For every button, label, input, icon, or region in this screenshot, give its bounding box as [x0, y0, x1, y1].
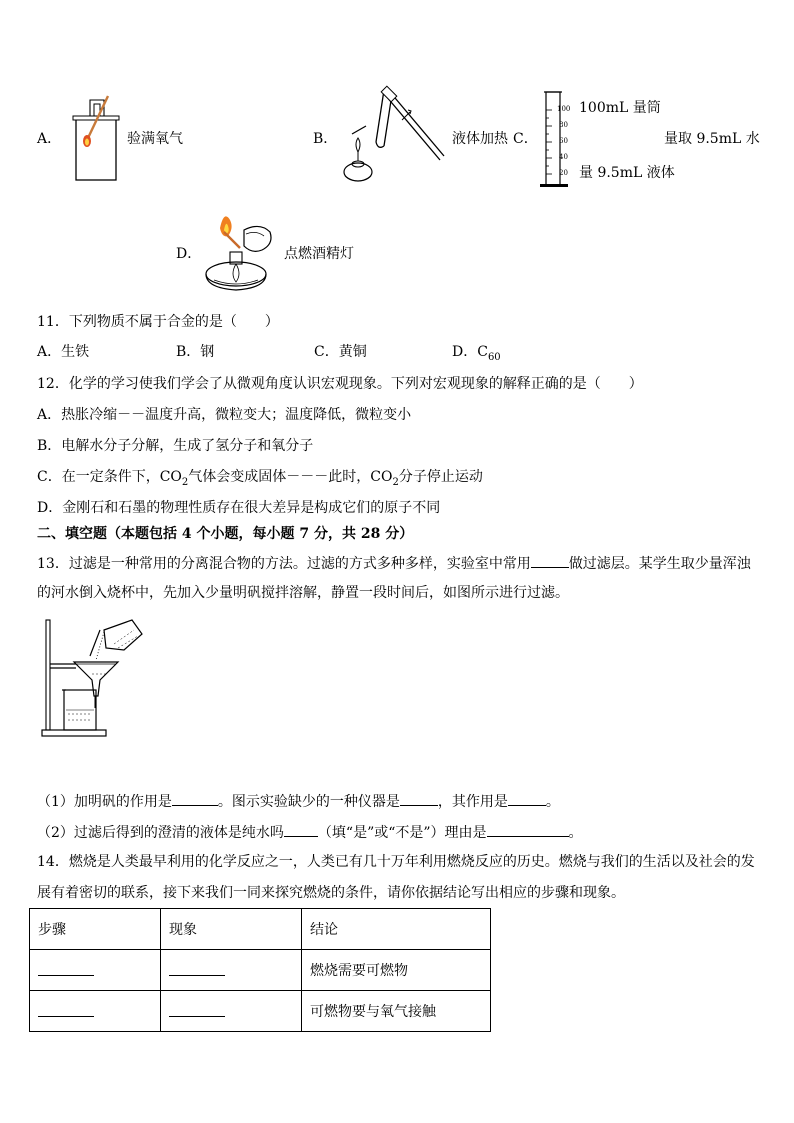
table-cell-phenomenon-2[interactable] [161, 991, 302, 1032]
q13-blank-instrument-role[interactable] [508, 791, 546, 806]
option-a-letter: A． [37, 131, 62, 147]
option-b-label: 液体加热 [452, 131, 508, 147]
table-cell-conclusion-1: 燃烧需要可燃物 [302, 950, 491, 991]
cylinder-tick-100: 100 [557, 105, 571, 113]
q13-sub1: （1）加明矾的作用是 。图示实验缺少的一种仪器是 ，其作用是 。 [37, 791, 560, 811]
q14-line1: 14．燃烧是人类最早利用的化学反应之一，人类已有几十万年利用燃烧反应的历史。燃烧与我们的生活以及社会的发 [37, 854, 755, 870]
cylinder-tick-40: 40 [559, 153, 568, 161]
q11-stem: 11．下列物质不属于合金的是（ ） [37, 314, 279, 330]
table-row [30, 991, 491, 1032]
option-c-label-right: 量取 9.5mL 水 [664, 131, 760, 147]
table-cell-conclusion-2: 可燃物要与氧气接触 [302, 991, 491, 1032]
option-d-label: 点燃酒精灯 [284, 246, 354, 262]
header-phenomenon: 现象 [161, 909, 302, 950]
oxygen-test-figure [70, 92, 126, 184]
q11-option-b: B．钢 [176, 344, 215, 360]
q12-stem: 12．化学的学习使我们学会了从微观角度认识宏观现象。下列对宏观现象的解释正确的是（ ） [37, 376, 643, 392]
cylinder-tick-20: 20 [559, 169, 568, 177]
q12-option-c: C．在一定条件下，$CO_2$气体会变成固体－－－此时，$CO_2$分子停止运动 [37, 469, 483, 488]
q13-blank-reason[interactable] [487, 822, 569, 837]
q13-sub2: （2）过滤后得到的澄清的液体是纯水吗 （填“是”或“不是”）理由是 。 [37, 822, 583, 842]
header-step: 步骤 [30, 909, 161, 950]
q13-blank-pure-water[interactable] [284, 822, 318, 837]
q14-table [29, 908, 491, 1032]
q11-option-a: A．生铁 [37, 344, 90, 360]
cylinder-tick-80: 80 [559, 121, 568, 129]
q13-line2: 的河水倒入烧杯中，先加入少量明矾搅拌溶解，静置一段时间后，如图所示进行过滤。 [37, 585, 569, 601]
alcohol-lamp-figure [200, 208, 280, 294]
option-c-label-bottom: 量 9.5mL 液体 [579, 165, 675, 181]
table-cell-step-2[interactable] [30, 991, 161, 1032]
cylinder-title: 100mL 量筒 [579, 100, 661, 116]
header-conclusion: 结论 [302, 909, 491, 950]
table-cell-step-1[interactable] [30, 950, 161, 991]
table-row [30, 950, 491, 991]
q12-option-b: B．电解水分子分解，生成了氢分子和氧分子 [37, 438, 314, 454]
liquid-heating-figure [340, 84, 450, 194]
option-c-letter: C． [513, 131, 538, 147]
cylinder-tick-60: 60 [559, 137, 568, 145]
q13-blank-filter-layer[interactable] [531, 553, 569, 568]
section-heading: 二、填空题（本题包括 4 个小题，每小题 7 分，共 28 分） [37, 526, 414, 542]
q13-line1: 13．过滤是一种常用的分离混合物的方法。过滤的方式多种多样，实验室中常用 做过滤层。某学生取少量浑浊 [37, 553, 751, 573]
option-d-letter: D． [176, 246, 202, 262]
q13-blank-alum-role[interactable] [172, 791, 218, 806]
q11-option-c: C．黄铜 [314, 344, 367, 360]
option-a-label: 验满氧气 [127, 131, 183, 147]
q13-blank-missing-instrument[interactable] [400, 791, 438, 806]
q14-line2: 展有着密切的联系，接下来我们一同来探究燃烧的条件，请你依据结论写出相应的步骤和现象。 [37, 885, 625, 901]
option-b-letter: B． [313, 131, 338, 147]
table-cell-phenomenon-1[interactable] [161, 950, 302, 991]
filtration-apparatus-figure [40, 616, 150, 740]
q11-option-d: D．$C_{60}$ [452, 344, 501, 363]
table-header-row [30, 909, 491, 950]
q12-option-d: D．金刚石和石墨的物理性质存在很大差异是构成它们的原子不同 [37, 500, 441, 516]
q12-option-a: A．热胀冷缩－－温度升高，微粒变大；温度降低，微粒变小 [37, 407, 412, 423]
